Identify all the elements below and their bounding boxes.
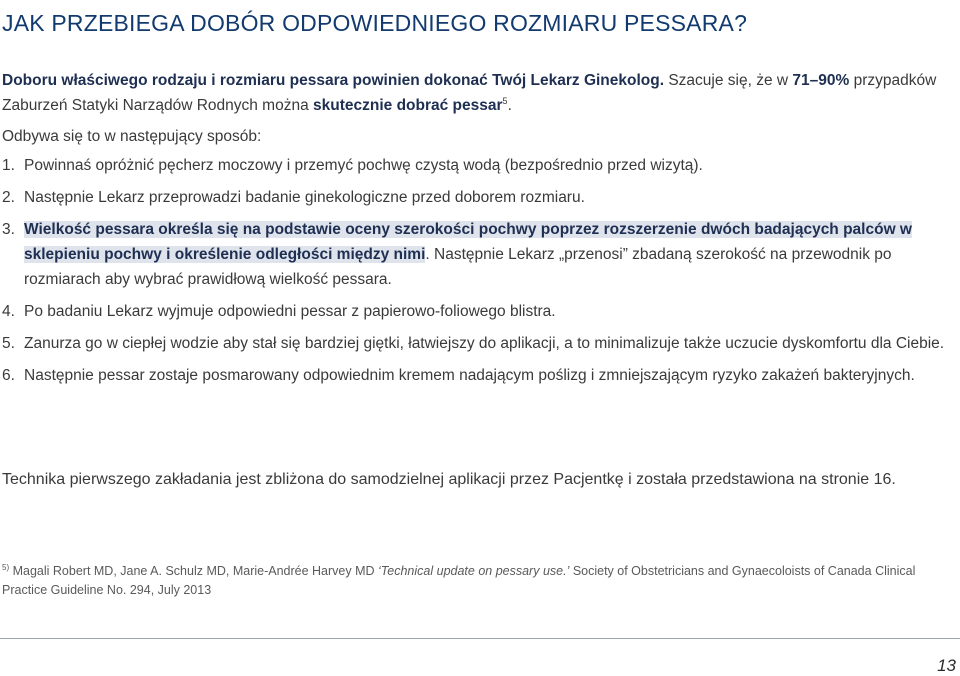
- footnote-article: ‘Technical update on pessary use.’: [378, 564, 570, 578]
- step-text: Powinnaś opróżnić pęcherz moczowy i przemyć pochwę czystą wodą (bezpośrednio przed wizytą).: [24, 157, 703, 174]
- step-item: [0, 363, 960, 388]
- step-number: 6.: [2, 367, 15, 384]
- step-number: 5.: [2, 335, 15, 352]
- step-item: [0, 299, 960, 324]
- step-text: Po badaniu Lekarz wyjmuje odpowiedni pessar z papierowo-foliowego blistra.: [24, 303, 556, 320]
- intro-bold-2: 71–90%: [792, 72, 850, 89]
- step-text: Następnie Lekarz przeprowadzi badanie ginekologiczne przed doborem rozmiaru.: [24, 189, 585, 206]
- step-number: 4.: [2, 303, 15, 320]
- page-number: 13: [937, 656, 956, 675]
- intro-bold-3: skutecznie dobrać pessar: [313, 97, 503, 114]
- footnote-source: Society of Obstetricians and Gynaecoloists of Canada Clinical Practice Guideline No. 294, July 2013: [2, 564, 916, 597]
- technique-note: Technika pierwszego zakładania jest zbliżona do samodzielnej aplikacji przez Pacjentkę i została przedstawiona na stronie 16.: [2, 471, 896, 488]
- intro-text-3: .: [507, 97, 512, 114]
- intro-bold-1: Doboru właściwego rodzaju i rozmiaru pessara powinien dokonać Twój Lekarz Ginekolog.: [2, 72, 665, 89]
- intro-paragraph: [2, 68, 960, 118]
- footer-divider: [0, 638, 960, 639]
- step-text: Następnie pessar zostaje posmarowany odpowiednim kremem nadającym poślizg i zmniejszającym ryzyko zakażeń bakteryjnych.: [24, 367, 915, 384]
- step-item: [0, 153, 960, 178]
- footnote-authors: Magali Robert MD, Jane A. Schulz MD, Marie-Andrée Harvey MD: [12, 564, 379, 578]
- intro-footnote-ref: 5: [502, 95, 508, 106]
- footnote: [2, 562, 952, 600]
- intro-text-1: Szacuje się, że w: [664, 72, 793, 89]
- step-highlight: Wielkość pessara określa się na podstawie oceny szerokości pochwy poprzez rozszerzenie dwóch badających palców w sklepieniu pochwy i określenie odległości między nimi: [24, 221, 912, 263]
- step-item: [0, 185, 960, 210]
- step-number: 3.: [2, 221, 15, 238]
- step-item: [0, 331, 960, 356]
- page-title: JAK PRZEBIEGA DOBÓR ODPOWIEDNIEGO ROZMIARU PESSARA?: [2, 10, 748, 36]
- step-number: 1.: [2, 157, 15, 174]
- lead-text: Odbywa się to w następujący sposób:: [2, 128, 262, 145]
- steps-list: [0, 153, 960, 395]
- step-text: . Następnie Lekarz „przenosi” zbadaną szerokość na przewodnik po rozmiarach aby wybrać prawidłową wielkość pessara.: [24, 246, 892, 288]
- step-number: 2.: [2, 189, 15, 206]
- step-text: Zanurza go w ciepłej wodzie aby stał się bardziej giętki, łatwiejszy do aplikacji, a to minimalizuje także uczucie dyskomfortu dla Ciebie.: [24, 335, 945, 352]
- step-item: [0, 217, 960, 292]
- footnote-ref: 5): [2, 562, 10, 572]
- intro-text-2: przypadków Zaburzeń Statyki Narządów Rodnych można: [2, 72, 937, 114]
